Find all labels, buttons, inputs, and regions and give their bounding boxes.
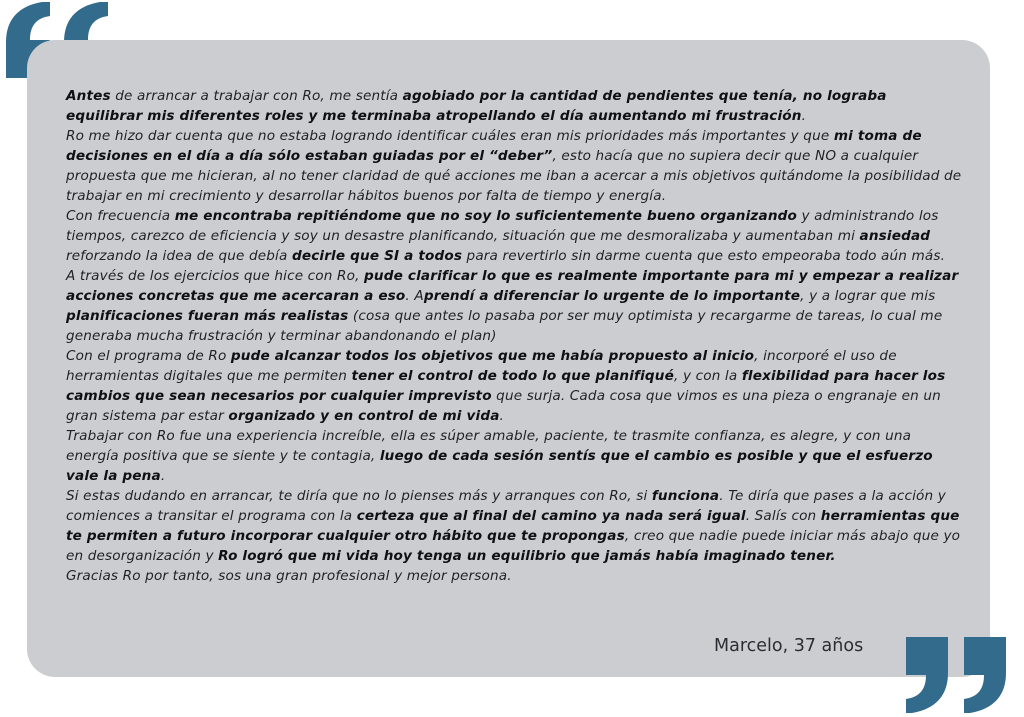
highlight-text: funciona bbox=[651, 488, 720, 504]
body-text: , esto hacía que no supiera decir que NO a cualquier propuesta que me hicieran, al no tener claridad de qué acciones me iban a acercar a mis objetivos quitándome la posibilidad de trabajar en mi crecimiento y desarrollar hábitos buenos por falta de tiempo y energía. bbox=[66, 148, 962, 204]
testimonial-paragraph bbox=[66, 206, 966, 266]
highlight-text: flexibilidad para hacer los cambios que sean necesarios por cualquier imprevisto bbox=[66, 368, 946, 404]
highlight-text: certeza que al final del camino ya nada será igual bbox=[356, 508, 746, 524]
body-text: Trabajar con Ro fue una experiencia increíble, ella es súper amable, paciente, te trasmite confianza, es alegre, y con una energía positiva que se siente y te contagia, bbox=[66, 428, 912, 464]
body-text: . Salís con bbox=[745, 508, 821, 524]
body-text: , incorporé el uso de herramientas digitales que me permiten bbox=[66, 348, 897, 384]
body-text: . bbox=[160, 468, 166, 484]
body-text: de arrancar a trabajar con Ro, me sentía bbox=[110, 88, 403, 104]
body-text: que surja. Cada cosa que vimos es una pieza o engranaje en un gran sistema par estar bbox=[66, 388, 941, 424]
body-text: . A bbox=[405, 288, 424, 304]
testimonial-paragraph bbox=[66, 266, 966, 346]
body-text: . Te diría que pases a la acción y comiences a transitar el programa con la bbox=[66, 488, 946, 524]
body-text: A través de los ejercicios que hice con Ro, bbox=[66, 268, 365, 284]
body-text: , creo que nadie puede iniciar más abajo que yo en desorganización y bbox=[66, 528, 961, 564]
body-text: Con el programa de Ro bbox=[66, 348, 231, 364]
testimonial-paragraph bbox=[66, 126, 966, 206]
testimonial-paragraph bbox=[66, 426, 966, 486]
body-text: , y con la bbox=[674, 368, 742, 384]
highlight-text: planificaciones fueran más realistas bbox=[66, 308, 349, 324]
body-text: Si estas dudando en arrancar, te diría que no lo pienses más y arranques con Ro, si bbox=[66, 488, 652, 504]
highlight-text: ansiedad bbox=[859, 228, 931, 244]
testimonial-paragraph bbox=[66, 486, 966, 566]
highlight-text: luego de cada sesión sentís que el cambio es posible y que el esfuerzo vale la pena bbox=[66, 448, 933, 484]
body-text: . bbox=[801, 108, 807, 124]
highlight-text: tener el control de todo lo que planifiqué bbox=[351, 368, 674, 384]
highlight-text: organizado y en control de mi vida bbox=[228, 408, 500, 424]
highlight-text: pude alcanzar todos los objetivos que me había propuesto al inicio bbox=[230, 348, 755, 364]
body-text: reforzando la idea de que debía bbox=[66, 248, 292, 264]
testimonial-text bbox=[66, 86, 966, 586]
body-text: Gracias Ro por tanto, sos una gran profesional y mejor persona. bbox=[66, 568, 512, 584]
body-text: Ro me hizo dar cuenta que no estaba logrando identificar cuáles eran mis prioridades más importantes y que bbox=[66, 128, 834, 144]
highlight-text: agobiado por la cantidad de pendientes que tenía, no lograba equilibrar mis diferentes roles y me terminaba atropellando el día aumentando mi frustración bbox=[66, 88, 887, 124]
testimonial-paragraph bbox=[66, 346, 966, 426]
highlight-text: prendí a diferenciar lo urgente de lo importante bbox=[423, 288, 801, 304]
highlight-text: decirle que SI a todos bbox=[291, 248, 463, 264]
highlight-text: me encontraba repitiéndome que no soy lo suficientemente bueno organizando bbox=[174, 208, 798, 224]
testimonial-paragraph bbox=[66, 86, 966, 126]
body-text: Con frecuencia bbox=[66, 208, 175, 224]
body-text: y administrando los tiempos, carezco de eficiencia y soy un desastre planificando, situación que me desmoralizaba y aumentaban mi bbox=[66, 208, 939, 244]
testimonial-author: Marcelo, 37 años bbox=[714, 636, 864, 656]
highlight-text: herramientas que te permiten a futuro incorporar cualquier otro hábito que te propongas bbox=[66, 508, 960, 544]
body-text: (cosa que antes lo pasaba por ser muy optimista y recargarme de tareas, lo cual me generaba mucha frustración y terminar abandonando el plan) bbox=[66, 308, 943, 344]
testimonial-paragraph bbox=[66, 566, 966, 586]
close-quote-icon bbox=[902, 633, 1022, 717]
highlight-text: Antes bbox=[66, 88, 111, 104]
body-text: . bbox=[499, 408, 505, 424]
body-text: para revertirlo sin darme cuenta que esto empeoraba todo aún más. bbox=[462, 248, 946, 264]
body-text: , y a lograr que mis bbox=[800, 288, 936, 304]
highlight-text: mi toma de decisiones en el día a día sólo estaban guiadas por el “deber” bbox=[66, 128, 922, 164]
highlight-text: pude clarificar lo que es realmente importante para mi y empezar a realizar acciones concretas que me acercaran a eso bbox=[66, 268, 959, 304]
highlight-text: Ro logró que mi vida hoy tenga un equilibrio que jamás había imaginado tener. bbox=[218, 548, 836, 564]
